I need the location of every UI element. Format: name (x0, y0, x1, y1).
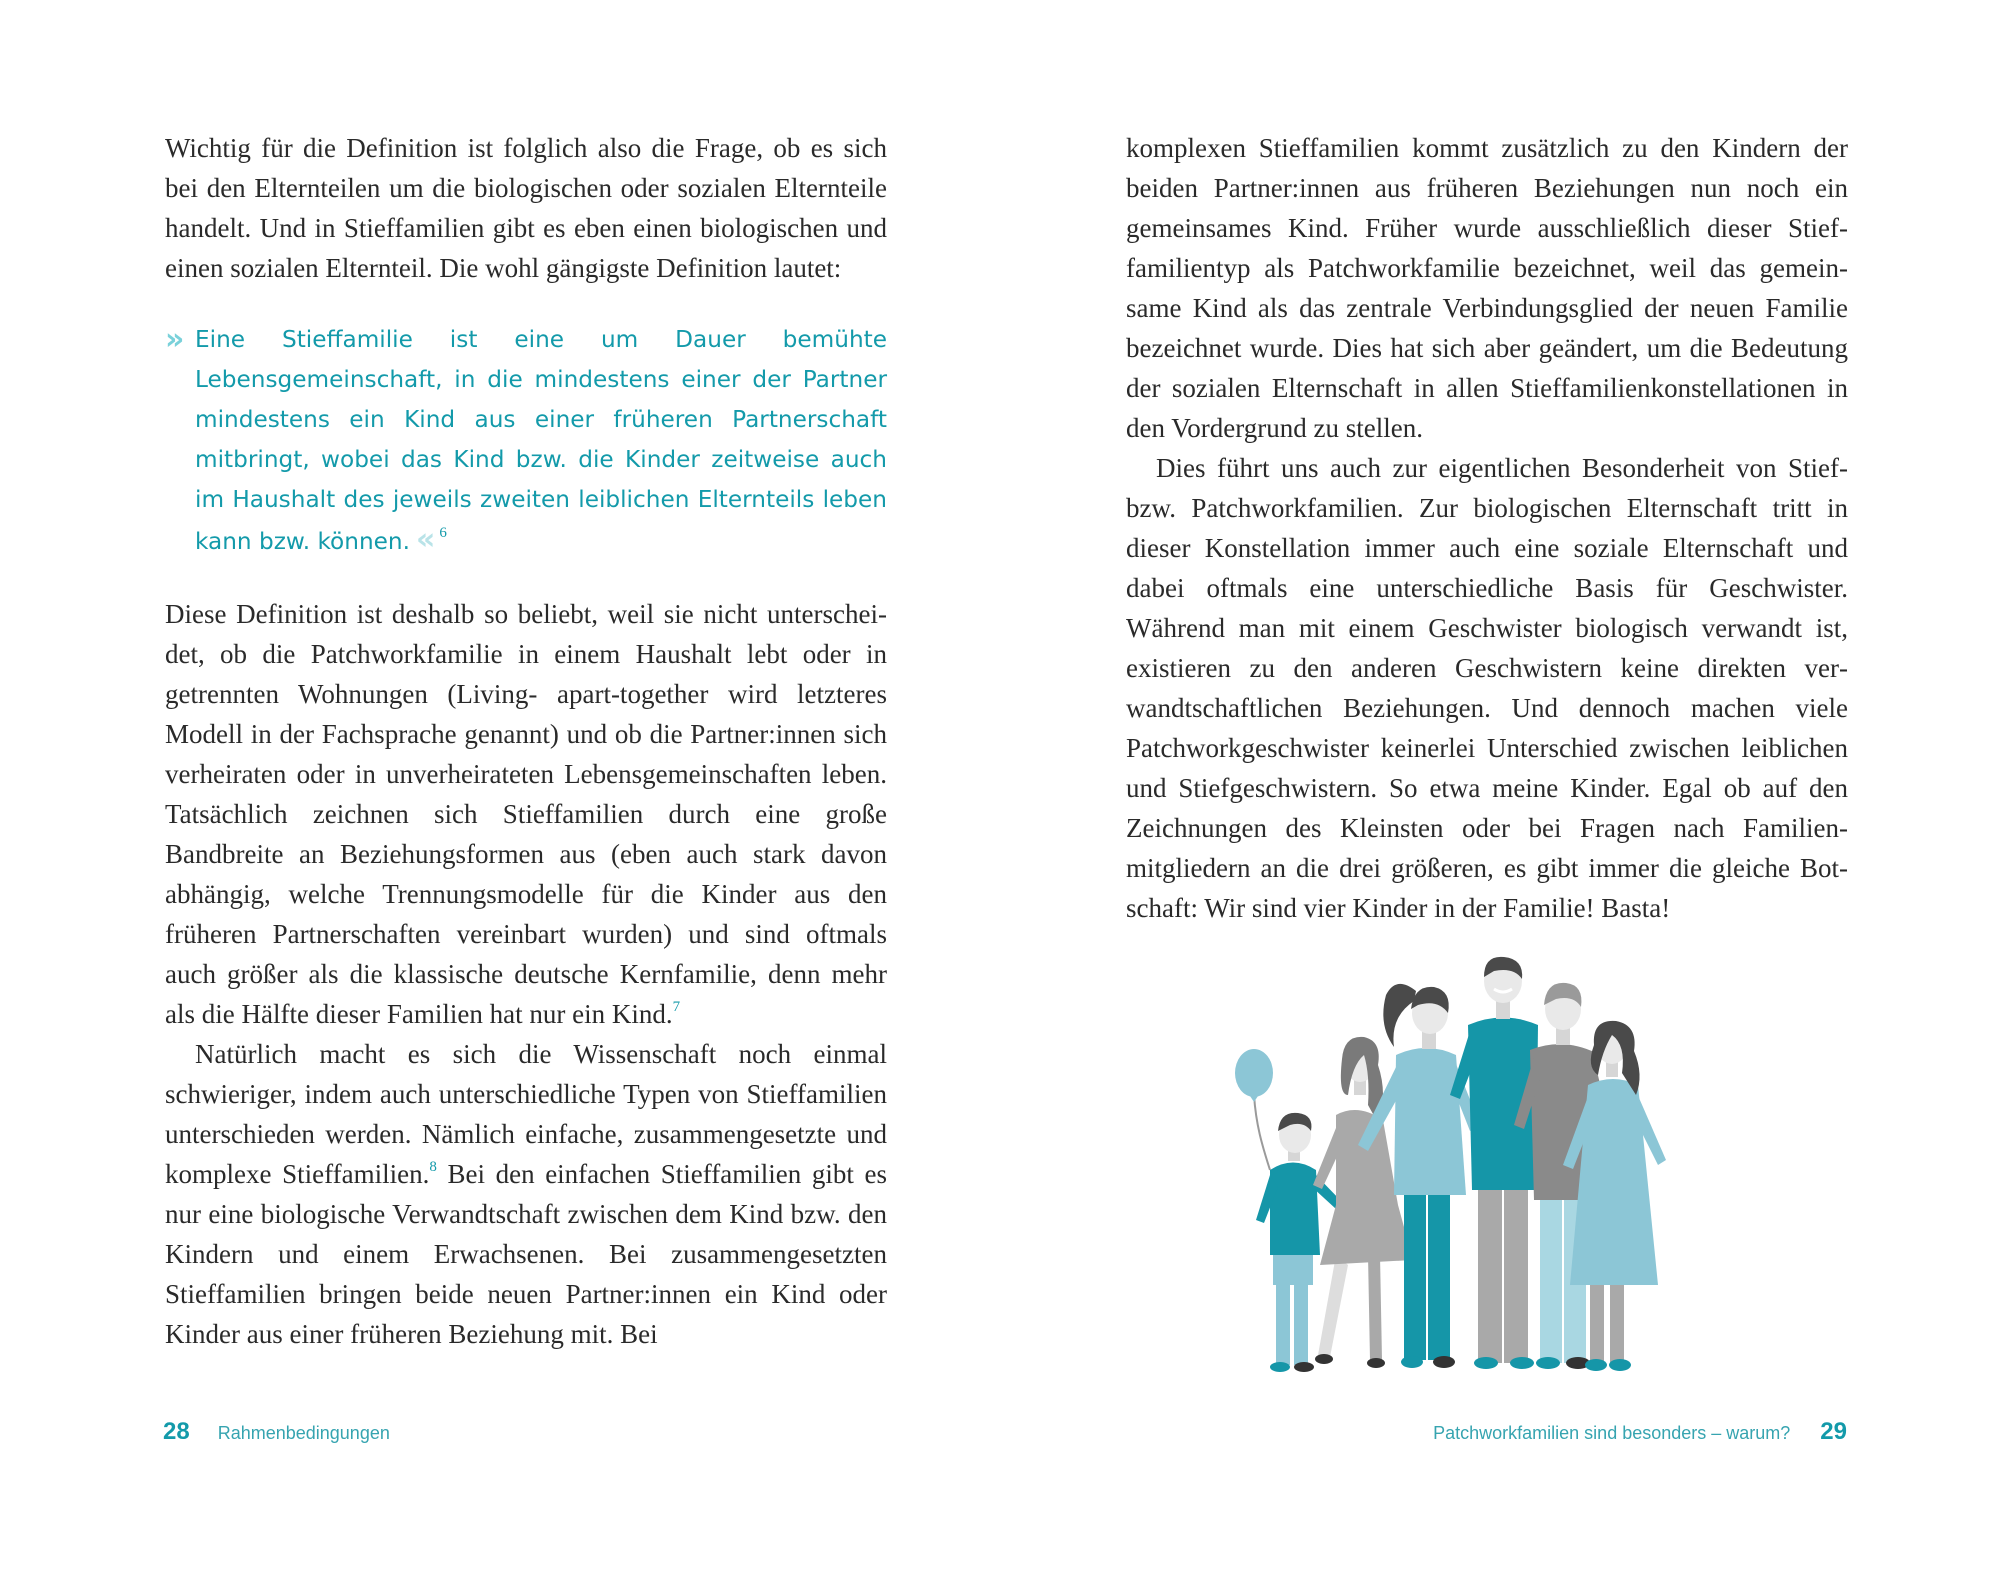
running-title-right: Patchworkfamilien sind besonders – warum? (1433, 1423, 1791, 1443)
definition-quote (165, 320, 887, 562)
right-paragraph-2: Dies führt uns auch zur eigentlichen Besonderheit von Stief- bzw. Patchworkfamilien. Zur biologischen Elternschaft tritt in dieser Konstellation immer auch eine soziale Elternschaft und dabei oftmals eine unterschiedliche Basis für Geschwister. Während man mit einem Geschwister biologisch verwandt ist, existieren zu den anderen Geschwistern keine direkten verwandtschaftlichen Beziehungen. Und dennoch machen viele Patchworkgeschwister keinerlei Unterschied zwischen leiblichen und Stiefgeschwistern. So etwa meine Kinder. Egal ob auf den Zeichnungen des Kleinsten oder bei Fragen nach Familienmitgliedern an die drei größeren, es gibt immer die gleiche Botschaft: Wir sind vier Kinder in der Familie! Basta! (1126, 453, 1848, 923)
footnote-7[interactable]: 7 (672, 999, 681, 1015)
footnote-8[interactable]: 8 (429, 1159, 437, 1175)
left-paragraph-2-text: Diese Definition ist deshalb so beliebt, weil sie nicht unterscheidet, ob die Patchworkfamilie in einem Haushalt lebt oder in getrennten Wohnungen (Living- apart-together wird letzteres Modell in der Fachsprache genannt) und ob die Partner:innen sich verheiraten oder in unverheirateten Lebensgemeinschaften leben. Tatsächlich zeichnen sich Stieffamilien durch eine große Bandbreite an Beziehungsformen aus (eben auch stark davon abhängig, welche Trennungsmodelle für die Kinder aus den früheren Partnerschaften vereinbart wurden) und sind oftmals auch größer als die klassische deutsche Kernfamilie, denn mehr als die Hälfte dieser Familien hat nur ein Kind. (165, 599, 887, 1029)
running-title-left: Rahmenbedingungen (217, 1423, 390, 1443)
page-number-right: 29 (1820, 1418, 1847, 1445)
right-page (1000, 0, 2000, 1592)
left-paragraph-3 (165, 1034, 887, 1354)
left-paragraph-3b-text: Bei den einfachen Stieffamilien gibt es nur eine biologische Verwandtschaft zwischen dem Kind bzw. den Kindern und einem Erwachsenen. Bei zusammengesetzten Stieffamilien bringen beide neuen Partner:innen ein Kind oder Kinder aus einer früheren Beziehung mit. Bei (165, 1159, 887, 1349)
left-paragraph-1: Wichtig für die Definition ist folglich also die Frage, ob es sich bei den Elternteilen um die biologischen oder sozialen Elternteile handelt. Und in Stieffamilien gibt es eben einen biologischen und einen sozialen Elternteil. Die wohl gängigste Definition lautet: (165, 133, 887, 283)
page-number-left: 28 (163, 1418, 190, 1445)
quote-close-mark: « (415, 522, 430, 557)
balloon-icon (1235, 1049, 1273, 1170)
quote-open-mark: » (165, 322, 179, 357)
right-text-column (1126, 128, 1848, 928)
quote-text: Eine Stieffamilie ist eine um Dauer bemühte Lebensgemeinschaft, in die mindestens einer der Partner mindestens ein Kind aus einer früheren Partnerschaft mitbringt, wobei das Kind bzw. die Kinder zeitweise auch im Haushalt des jeweils zweiten leiblichen Elternteils leben kann bzw. können. (195, 326, 887, 555)
right-footer (1433, 1418, 1847, 1446)
left-text-column (165, 128, 887, 1354)
left-footer (163, 1418, 390, 1446)
family-group-illustration (1218, 955, 1748, 1375)
right-paragraph-1: komplexen Stieffamilien kommt zusätzlich zu den Kindern der beiden Partner:innen aus früheren Beziehungen nun noch ein gemeinsames Kind. Früher wurde ausschließlich dieser Stieffamilientyp als Patchworkfamilie bezeichnet, weil das gemeinsame Kind als das zentrale Verbindungsglied der neuen Familie bezeichnet wurde. Dies hat sich aber geändert, um die Bedeutung der sozialen Elternschaft in allen Stieffamilienkonstellationen in den Vordergrund zu stellen. (1126, 133, 1848, 443)
left-paragraph-2 (165, 594, 887, 1034)
quote-footnote[interactable]: 6 (439, 525, 447, 541)
left-paragraph-3a-text: Natürlich macht es sich die Wissenschaft noch einmal schwieriger, indem auch unterschiedliche Typen von Stieffamilien unterschieden werden. Nämlich einfache, zusammengesetzte und komplexe Stieffamilien. (165, 1039, 887, 1189)
